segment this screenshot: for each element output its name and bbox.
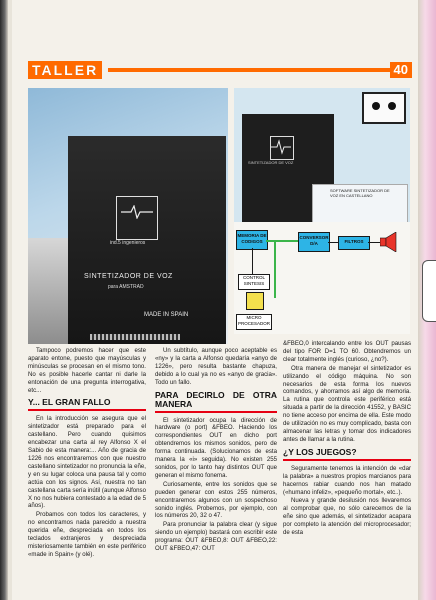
signal-line [252,248,253,274]
product-photo-side [234,88,410,222]
block-diagram [234,222,410,334]
bus-block [246,292,264,310]
filter-block: FILTROS [338,236,370,250]
paragraph: &FBEO,0 intercalando entre los OUT pausas del tipo FOR D=1 TO 60. Obtendremos un clear totalmente inglés (curioso, ¿no?). [283,340,411,363]
cassette-label: SOFTWARE SINTETIZADOR DE VOZ EN CASTELLANO [330,188,390,198]
section-title: TALLER [22,62,108,78]
page-number: 40 [390,62,412,78]
control-block: CONTROL SINTESIS [238,274,270,290]
brand-logo-icon [116,196,158,240]
article-column-3 [283,340,411,538]
paragraph: Seguramente tenemos la intención de «dar la palabra» a nuestros propios marcianos para hacernos rabiar cuando nos han matado («humano infeliz», «pequeño mortal», etc..). [283,464,411,496]
paragraph: Para pronunciar la palabra clear (y sigue siendo un ejemplo) bastará con escribir este programa: OUT &FBEO,8: OUT &FBEO,22: OUT &FBEO,47: OUT [155,521,277,553]
edge-connector [90,334,180,340]
device-label: SINTETIZADOR DE VOZ [248,160,294,165]
paragraph: En la introducción se asegura que el sintetizador está preparado para el castellano. Pero cuando quisimos encabezar una carta al rey Alfonso X el Sabio de esta manera:... Año de gracia de 1226 nos encontraremos con que nuestro castellano sintetizador no pronuncia la eñe, y en su lugar coloca una pausa tal y como actúa con los signos. Así, nuestra no tan castellana carta sería inútil (aunque Alfonso X no nos hubiera contestado a la edad de 5 años). [28,415,146,510]
subheading: PARA DECIRLO DE OTRA MANERA [155,391,277,413]
paragraph: Tampoco podremos hacer que este aparato entone, puesto que mayúsculas y minúsculas se procesan en el mismo tono. No es posible hacerle cantar ni darle la entonación de una pregunta interrogativa, etc... [28,347,146,394]
brand-logo-icon [270,136,294,160]
bus-line [274,242,276,298]
next-page-illustration [422,260,436,322]
made-in-label: MADE IN SPAIN [144,312,189,318]
page-gutter [8,0,12,600]
signal-line [368,242,380,243]
cassette-tape-image [362,92,406,124]
cpu-block: MICRO PROCESADOR [236,314,272,330]
subheading: ¿Y LOS JUEGOS? [283,448,411,461]
speaker-icon [380,232,402,252]
next-page-edge [418,0,436,600]
product-photo-main [28,88,228,344]
brand-name: ind.5 ingenieros [110,240,146,246]
paragraph: Nueva y grande desilusión nos llevaremos al comprobar que, no sólo carecemos de la eñe sino que además, el sintetizador acapara por completo la atención del microprocesador; de esta [283,497,411,537]
bus-line [266,240,298,242]
dac-block: CONVERSOR D/A [298,232,330,252]
paragraph: Un subtítulo, aunque poco aceptable es «ny» y la carta a Alfonso quedaría «anyo de 1226», pero resulta bastante chapuza, debido a lo cual ya no es «anyo de gracia». Todo un fallo. [155,347,277,386]
paragraph: Probamos con todos los caracteres, y no encontramos nada parecido a nuestra querida eñe, despreciada en todos los teclados extranjeros y despreciada misteriosamente también en este periférico «made in Spain» (y olé). [28,511,146,558]
paragraph: Curiosamente, entre los sonidos que se pueden generar con estos 255 números, encontraremos algunos con un sospechoso sonido inglés. Probemos, por ejemplo, con los números 20, 32 o 47. [155,480,277,520]
page-binding [0,0,8,600]
article-column-1 [28,347,146,560]
subheading: Y... EL GRAN FALLO [28,398,146,411]
memory-block: MEMORIA DE CODIGOS [236,230,268,250]
device-sublabel: para AMSTRAD [108,284,144,290]
paragraph: El sintetizador ocupa la dirección de hardware (o port) &FBEO. Haciendo los correspondientes OUT en dicho port obtendremos los mismos sonidos, pero de forma continuada. (Solucionamos de esta manera la «i» seguida). No existen 255 sonidos, por lo tanto hay distintos OUT que generan el mismo fonema. [155,416,277,479]
article-column-2 [155,347,277,554]
paragraph: Otra manera de manejar el sintetizador es utilizando el código máquina. No son necesarios de esta forma los nuevos comandos, y ahorramos así algo de memoria. La rutina que controla este periférico está situada a partir de la dirección 41552, y BASIC no tiene acceso por encima de ella. Este modo de utilización no es muy complicado, basta con almacenar las letras y tomar dos indicadores antes de llamar a la rutina. [283,364,411,443]
section-header [22,62,412,78]
signal-line [328,242,338,243]
device-label: SINTETIZADOR DE VOZ [84,273,173,280]
